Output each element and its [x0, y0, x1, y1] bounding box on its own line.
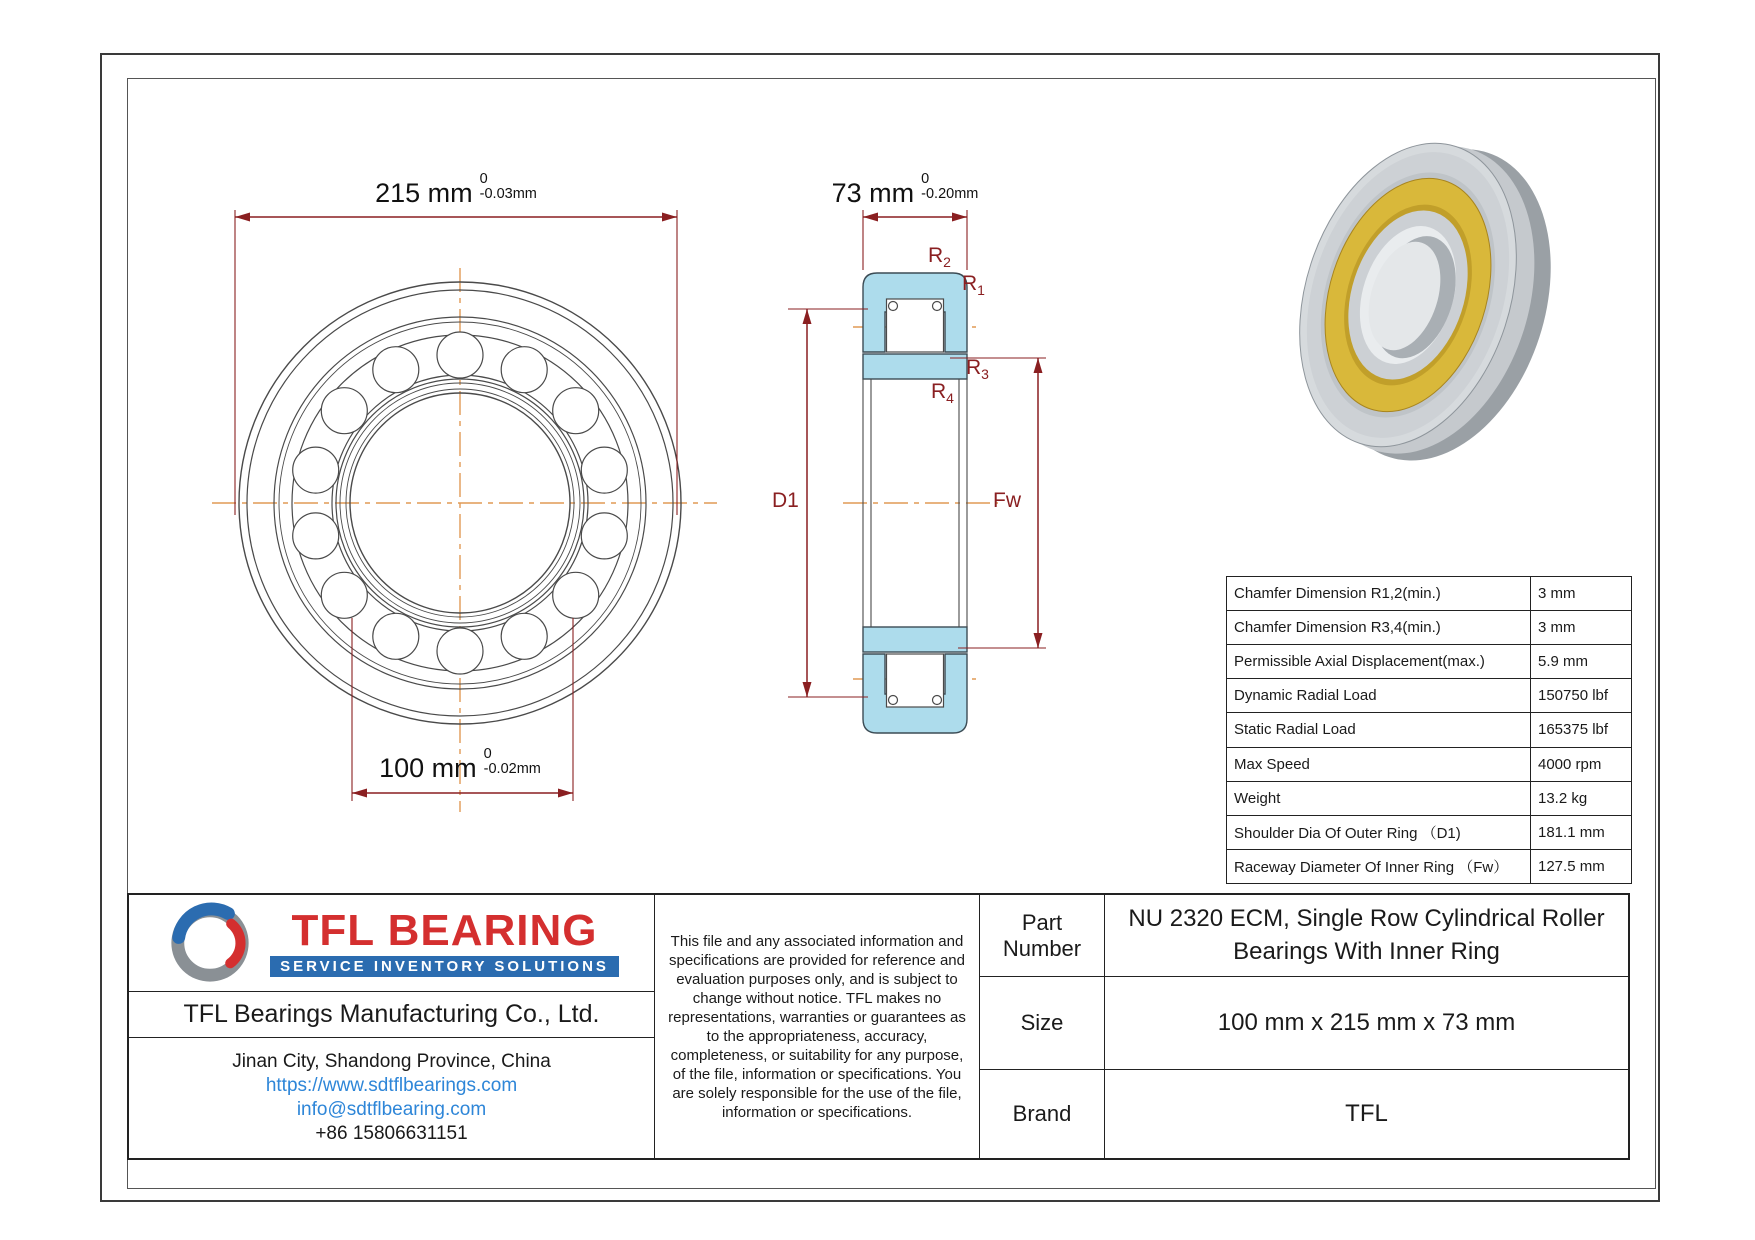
logo-swirl-icon — [164, 897, 256, 989]
dim-outer-diameter: 215 mm 0 -0.03mm — [375, 171, 537, 208]
part-number-row — [980, 895, 1628, 977]
r3-label: $R_3$ — [966, 356, 989, 383]
dim-width: 73 mm 0 -0.20mm — [831, 171, 979, 208]
spec-table — [1226, 576, 1632, 884]
r1-label: $R_1$ — [962, 272, 985, 299]
logo-title: TFL BEARING — [291, 906, 598, 955]
logo-subtitle: SERVICE INVENTORY SOLUTIONS — [270, 956, 619, 977]
company-column — [129, 895, 655, 1158]
size-value: 100 mm x 215 mm x 73 mm — [1217, 1008, 1516, 1036]
company-logo — [129, 895, 654, 992]
brand-row — [980, 1070, 1628, 1158]
disclaimer-cell — [655, 895, 980, 1158]
table-row: Chamfer Dimension R3,4(min.) 3 mm — [1227, 611, 1631, 645]
phone-number: +86 15806631151 — [315, 1123, 468, 1144]
table-row: Weight 13.2 kg — [1227, 782, 1631, 816]
company-name: TFL Bearings Manufacturing Co., Ltd. — [129, 992, 654, 1038]
table-row: Permissible Axial Displacement(max.) 5.9 mm — [1227, 645, 1631, 679]
bearing-photo — [1262, 111, 1589, 490]
r4-label: $R_4$ — [931, 380, 954, 407]
table-row: Static Radial Load 165375 lbf — [1227, 713, 1631, 747]
brand-value: TFL — [1345, 1099, 1388, 1127]
part-number-value: NU 2320 ECM, Single Row Cylindrical Roller Bearings With Inner Ring — [1128, 905, 1605, 965]
email-link[interactable]: info@sdtflbearing.com — [296, 1099, 487, 1120]
fw-label: Fw — [993, 489, 1021, 512]
company-contact — [129, 1038, 654, 1158]
table-row: Chamfer Dimension R1,2(min.) 3 mm — [1227, 577, 1631, 611]
size-label: Size — [980, 977, 1105, 1069]
part-number-label: Part Number — [980, 895, 1105, 976]
d1-label: D1 — [772, 489, 799, 512]
dim-bore-diameter: 100 mm 0 -0.02mm — [379, 746, 541, 783]
part-info — [980, 895, 1628, 1158]
size-row — [980, 977, 1628, 1070]
website-link[interactable]: https://www.sdtflbearings.com — [265, 1075, 518, 1096]
brand-label: Brand — [980, 1070, 1105, 1158]
r2-label: $R_2$ — [928, 244, 951, 271]
table-row: Dynamic Radial Load 150750 lbf — [1227, 679, 1631, 713]
title-block — [127, 893, 1630, 1160]
disclaimer-text: This file and any associated information and specifications are provided for reference and evaluation purposes only, and is subject to change without notice. TFL makes no representations, warranties or guarantees as to the appropriateness, accuracy, completeness, or suitability for any purpose, of the file, information or specifications. You are solely responsible for the use of the file, information or specifications. — [668, 932, 966, 1121]
table-row: Shoulder Dia Of Outer Ring （D1) 181.1 mm — [1227, 816, 1631, 850]
table-row: Max Speed 4000 rpm — [1227, 748, 1631, 782]
company-address: Jinan City, Shandong Province, China — [232, 1051, 551, 1072]
table-row: Raceway Diameter Of Inner Ring （Fw） 127.5 mm — [1227, 850, 1631, 883]
